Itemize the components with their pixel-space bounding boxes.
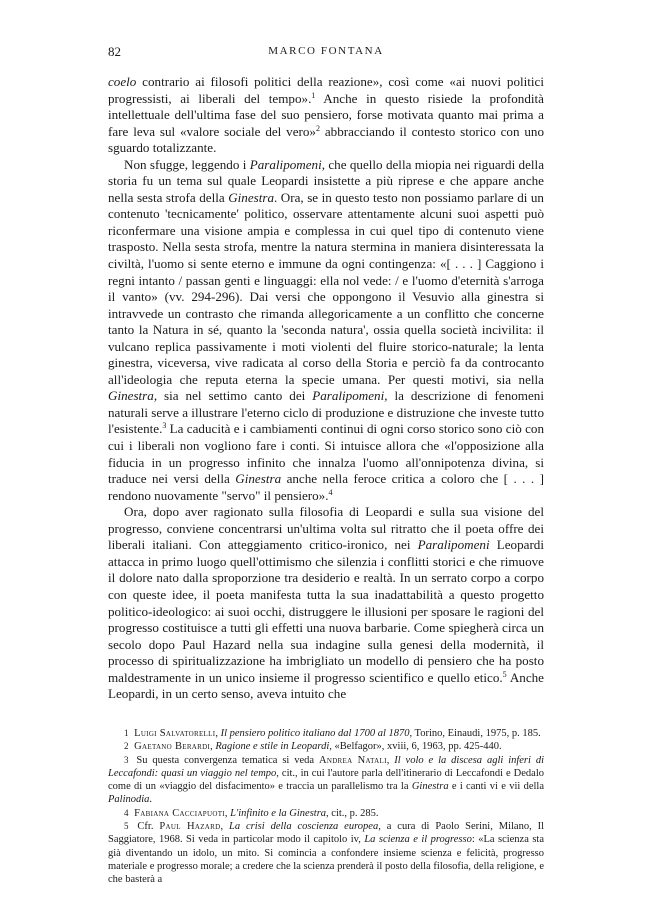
footnote xyxy=(108,727,544,740)
text-run: Cfr. xyxy=(137,821,160,833)
paragraph xyxy=(108,157,544,504)
main-text xyxy=(108,74,544,703)
text-run: . xyxy=(149,794,153,806)
text-run: , xyxy=(386,754,395,766)
text-run: Ora, dopo aver ragionato sulla filosofia di Leopardi e sulla sua visione del progresso, conviene concentrarsi un'ultima volta sul ritratto che il poeta offre dei liberali italiani. Con atteggiamento critico-ironico, nei xyxy=(108,504,544,553)
text-run: : «La scienza sta già diventando un idolo, un mito. Si comincia a confondere insieme scienza e felicità, progresso materiale e progresso morale; a credere che la scienza prenderà il posto della filosofia, della religione, e che basterà a xyxy=(108,834,544,886)
italic-text: Ginestra, xyxy=(108,388,158,404)
text-run: . Ora, se in questo testo non possiamo parlare di un contenuto 'tecnicamente' politico, osservare attentamente alcuni suoi aspetti può riconfermare una visione ampia e complessa in cui quel tipo di contenuto viene trasposto. Nella sesta strofa, mentre la natura stermina in maniera disinteressata la civiltà, l'uomo si sente eterno e immune da ogni contingenza: «[ . . . ] Caggiono i regni intanto / passan genti e linguaggi: ella nol vede: / e l'uomo d'eternità s'arroga il vanto» (vv. 294-296). Dai versi che oppongono il Vesuvio alla ginestra si intravvede un contrasto che rimanda allegoricamente a un conflitto che concerne tanto la Natura in sé, quanto la 'seconda natura', ossia quella società incivilita: il vulcano replica passivamente i moti violenti del fluire storico-naturale; la lenta ginestra, viceversa, vive radicata al corso della Storia e perciò fa da controcanto all'ideologia che reputa eterna la specie umana. Per questi motivi, sia nella xyxy=(108,189,544,387)
italic-text: coelo xyxy=(108,74,137,89)
page-number: 82 xyxy=(108,44,121,59)
footnote-number: 2 xyxy=(124,741,129,752)
text-run: contrario ai filosofi politici della reazione», così come «ai nuovi politici progressisti, ai liberali del tempo». xyxy=(108,74,544,106)
text-run: la descrizione di fenomeni naturali serve a illustrare l'eterno ciclo di produzione e distruzione che investe tutto l'esistente. xyxy=(108,388,544,437)
text-run: , a cura di Paolo Serini, Milano, Il Saggiatore, 1968. Si veda in particolar modo il capitolo iv, xyxy=(108,821,545,846)
footnote-number: 5 xyxy=(124,821,129,832)
footnote-number: 3 xyxy=(124,754,129,765)
footnote-author: Gaetano Berardi xyxy=(134,741,211,753)
footnote-number: 1 xyxy=(124,728,129,738)
text-run: e i canti vi e vii della xyxy=(448,781,544,793)
footnote-title: Palinodia xyxy=(108,794,150,806)
footnote-ref: 1 xyxy=(311,90,316,100)
text-run: , cit., p. 285. xyxy=(326,807,379,819)
footnote-ref: 2 xyxy=(315,123,320,133)
text-run: Leopardi attacca in primo luogo quell'ottimismo che silenzia i conflitti storici e che rimuove il dolore nato dalla sproporzione tra desiderio e realtà. In un serrato corpo a corpo con queste idee, il poeta manifesta tutta la sua inadattabilità a questo progetto politico-ideologico: ai suoi occhi, distruggere le illusioni per sposare le ragioni del progresso costituisce a tutti gli effetti una nuova barbarie. Come spiegherà circa un secolo dopo Paul Hazard nella sua indagine sulla genesi della modernità, il processo di spiritualizzazione ha imbrigliato un modello di pensiero che ha posto maldestramente in un unico insieme il progresso scientifico e quello etico. xyxy=(108,537,544,685)
footnote-number: 4 xyxy=(124,807,129,818)
running-head: MARCO FONTANA xyxy=(268,45,384,57)
footnote-author: Andrea Natali xyxy=(318,754,387,766)
text-run: anche nella feroce critica a coloro che [ . . . ] rendono nuovamente "servo" il pensiero». xyxy=(108,471,545,503)
text-run: , xyxy=(224,807,231,819)
footnote xyxy=(108,740,544,753)
footnote-ref: 3 xyxy=(162,421,167,431)
page-header xyxy=(108,44,544,62)
footnote-ref: 5 xyxy=(502,669,507,679)
text-run: Anche in questo risiede la profondità intellettuale dell'ultima fase del suo pensiero, forse motivata quanto mai prima a fare leva sul «valore sociale del vero» xyxy=(108,90,544,139)
italic-text: Ginestra xyxy=(228,189,275,205)
text-run: sia nel settimo canto dei xyxy=(157,388,313,404)
footnote-title: Ginestra xyxy=(411,781,449,793)
paragraph xyxy=(108,504,544,703)
text-run: , xyxy=(220,821,230,833)
footnote-title: Ragione e stile in Leopardi xyxy=(215,741,330,753)
footnote-author: Luigi Salvatorelli xyxy=(134,728,216,739)
footnote-title: La crisi della coscienza europea xyxy=(229,821,379,833)
footnote xyxy=(108,807,544,820)
text-run: Su questa convergenza tematica si veda xyxy=(136,754,319,766)
italic-text: Ginestra xyxy=(235,471,282,487)
text-run: , xyxy=(210,741,216,753)
text-run: , Torino, Einaudi, 1975, p. 185. xyxy=(409,728,541,739)
footnote-author: Paul Hazard xyxy=(159,821,221,833)
text-run: , xyxy=(215,728,221,739)
text-run: Anche Leopardi, in un certo senso, aveva intuito che xyxy=(108,669,544,702)
footnote-author: Fabiana Cacciapuoti xyxy=(134,807,225,819)
footnote xyxy=(108,820,544,886)
footnote-title: La scienza e il progresso xyxy=(364,834,472,846)
italic-text: Paralipomeni, xyxy=(249,156,326,172)
italic-text: Paralipomeni, xyxy=(312,388,388,404)
footnote-title: Il volo e la discesa agli inferi di Leccafondi: quasi un viaggio nel tempo xyxy=(108,754,545,779)
paragraph xyxy=(108,74,544,157)
text-run: abbracciando il contesto storico con uno sguardo totalizzante. xyxy=(108,123,544,156)
footnote-ref: 4 xyxy=(328,487,333,497)
italic-text: Paralipomeni xyxy=(417,537,490,553)
text-run: che quello della miopia nei riguardi della storia fu un tema sul quale Leopardi insistette a più riprese e che appare anche nella sesta strofa della xyxy=(108,156,545,205)
text-run: Non sfugge, leggendo i xyxy=(124,156,250,172)
text-run: , cit., in cui l'autore parla dell'itinerario di Leccafondi e Dedalo come di un «viaggio del disfacimento» e traccia un parallelismo tra la xyxy=(108,767,544,793)
text-run: , «Belfagor», xviii, 6, 1963, pp. 425-440. xyxy=(329,741,502,753)
footnote-title: Il pensiero politico italiano dal 1700 al 1870 xyxy=(220,728,410,739)
footnotes xyxy=(108,727,544,887)
text-run: La caducità e i cambiamenti continui di ogni corso storico sono ciò con cui i liberali non vogliono fare i conti. Si intuisce allora che «l'opposizione alla fiducia in un progresso infinito che innalza l'uomo all'onnipotenza divina, si traduce nei versi della xyxy=(108,421,544,487)
footnote xyxy=(108,754,544,807)
footnote-title: L'infinito e la Ginestra xyxy=(230,807,327,819)
